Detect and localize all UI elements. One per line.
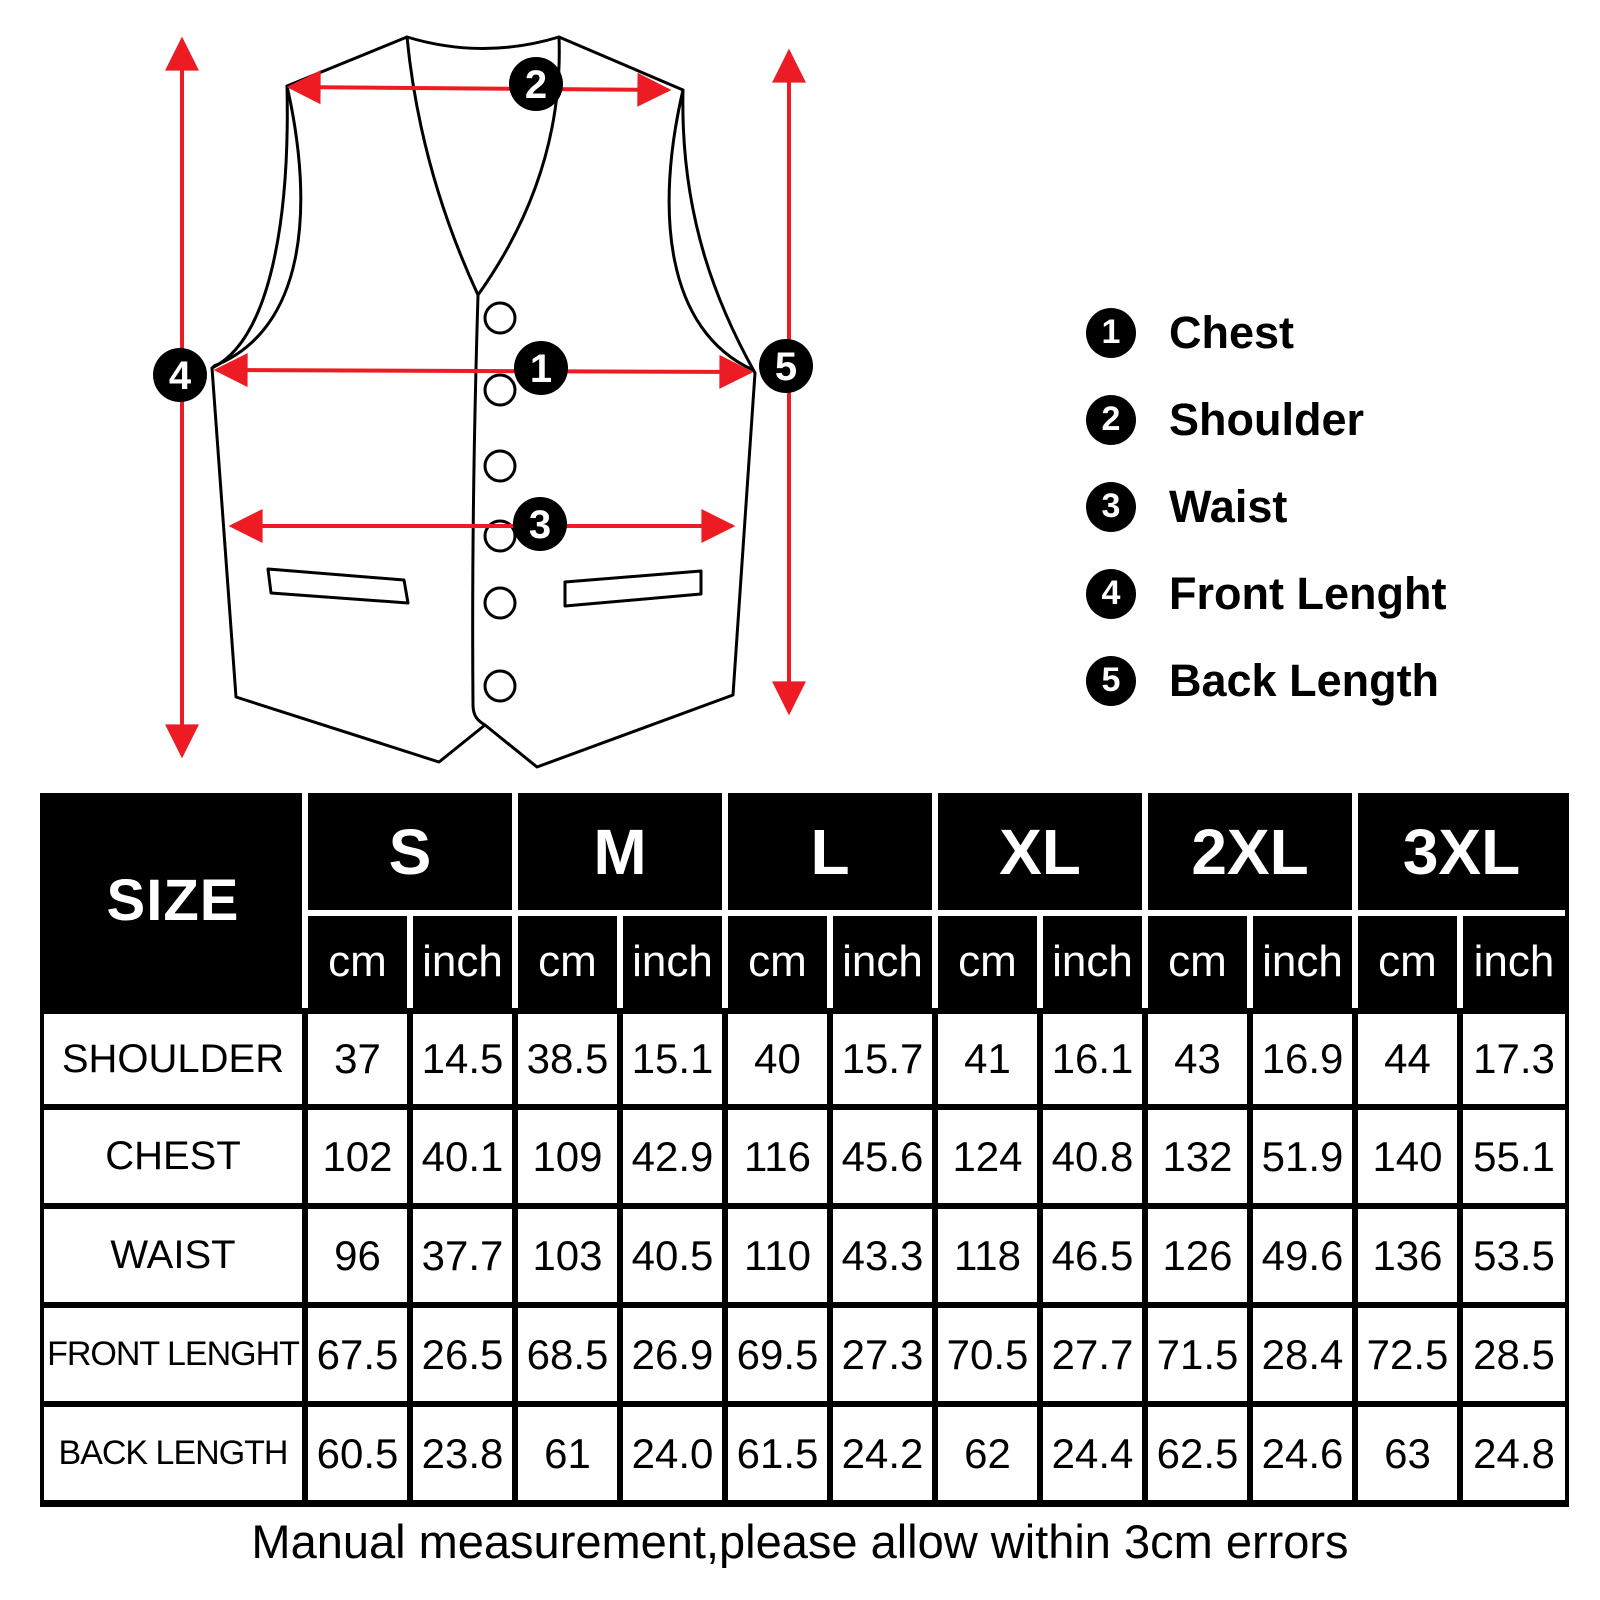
value-cell: 118 — [935, 1206, 1040, 1305]
value-cell: 96 — [305, 1206, 410, 1305]
value-cell: 43 — [1145, 1008, 1250, 1107]
size-col-header-2xl: 2XL — [1145, 793, 1355, 913]
value-cell: 116 — [725, 1107, 830, 1206]
value-cell: 40 — [725, 1008, 830, 1107]
legend-label-back-length: Back Length — [1169, 654, 1440, 706]
value-cell: 14.5 — [410, 1008, 515, 1107]
unit-header-inch: inch — [1250, 913, 1355, 1008]
value-cell: 23.8 — [410, 1404, 515, 1503]
value-cell: 40.5 — [620, 1206, 725, 1305]
value-cell: 62.5 — [1145, 1404, 1250, 1503]
row-header-shoulder: SHOULDER — [44, 1008, 305, 1107]
value-cell: 27.3 — [830, 1305, 935, 1404]
value-cell: 41 — [935, 1008, 1040, 1107]
legend-label-front-length: Front Lenght — [1169, 567, 1447, 619]
value-cell: 24.0 — [620, 1404, 725, 1503]
legend-badge-1: 1 — [1086, 308, 1136, 358]
value-cell: 16.9 — [1250, 1008, 1355, 1107]
value-cell: 40.8 — [1040, 1107, 1145, 1206]
unit-header-inch: inch — [830, 913, 935, 1008]
unit-header-cm: cm — [935, 913, 1040, 1008]
unit-header-inch: inch — [410, 913, 515, 1008]
value-cell: 70.5 — [935, 1305, 1040, 1404]
unit-header-cm: cm — [725, 913, 830, 1008]
value-cell: 17.3 — [1460, 1008, 1565, 1107]
value-cell: 24.4 — [1040, 1404, 1145, 1503]
value-cell: 24.2 — [830, 1404, 935, 1503]
size-col-header-3xl: 3XL — [1355, 793, 1565, 913]
unit-header-inch: inch — [620, 913, 725, 1008]
badge-1: 1 — [529, 347, 553, 391]
legend-label-chest: Chest — [1169, 306, 1295, 358]
row-header-waist: WAIST — [44, 1206, 305, 1305]
unit-header-cm: cm — [1145, 913, 1250, 1008]
value-cell: 63 — [1355, 1404, 1460, 1503]
size-col-header-xl: XL — [935, 793, 1145, 913]
legend-label-waist: Waist — [1169, 480, 1288, 532]
unit-header-cm: cm — [515, 913, 620, 1008]
value-cell: 67.5 — [305, 1305, 410, 1404]
value-cell: 40.1 — [410, 1107, 515, 1206]
size-table — [40, 793, 1569, 1507]
value-cell: 51.9 — [1250, 1107, 1355, 1206]
row-header-front-length: FRONT LENGHT — [44, 1305, 305, 1404]
value-cell: 49.6 — [1250, 1206, 1355, 1305]
measurement-note: Manual measurement,please allow within 3cm errors — [251, 1515, 1349, 1568]
value-cell: 38.5 — [515, 1008, 620, 1107]
value-cell: 124 — [935, 1107, 1040, 1206]
legend-item-back-length — [1086, 637, 1446, 724]
value-cell: 136 — [1355, 1206, 1460, 1305]
row-header-chest: CHEST — [44, 1107, 305, 1206]
badge-2: 2 — [524, 63, 548, 107]
value-cell: 61 — [515, 1404, 620, 1503]
size-col-header-m: M — [515, 793, 725, 913]
value-cell: 103 — [515, 1206, 620, 1305]
value-cell: 16.1 — [1040, 1008, 1145, 1107]
value-cell: 132 — [1145, 1107, 1250, 1206]
value-cell: 110 — [725, 1206, 830, 1305]
row-header-back-length: BACK LENGTH — [44, 1404, 305, 1503]
value-cell: 43.3 — [830, 1206, 935, 1305]
value-cell: 109 — [515, 1107, 620, 1206]
legend-item-chest — [1086, 289, 1446, 376]
value-cell: 42.9 — [620, 1107, 725, 1206]
unit-header-cm: cm — [305, 913, 410, 1008]
value-cell: 62 — [935, 1404, 1040, 1503]
value-cell: 61.5 — [725, 1404, 830, 1503]
legend-badge-4: 4 — [1086, 569, 1136, 619]
value-cell: 71.5 — [1145, 1305, 1250, 1404]
legend-badge-5: 5 — [1086, 656, 1136, 706]
vest-outline — [212, 37, 755, 767]
size-col-header-s: S — [305, 793, 515, 913]
legend-badge-2: 2 — [1086, 395, 1136, 445]
vest-diagram — [140, 10, 840, 790]
value-cell: 140 — [1355, 1107, 1460, 1206]
unit-header-inch: inch — [1040, 913, 1145, 1008]
value-cell: 55.1 — [1460, 1107, 1565, 1206]
chest-arrow — [217, 370, 750, 372]
value-cell: 44 — [1355, 1008, 1460, 1107]
badge-5: 5 — [774, 345, 798, 389]
value-cell: 27.7 — [1040, 1305, 1145, 1404]
size-col-header-l: L — [725, 793, 935, 913]
value-cell: 102 — [305, 1107, 410, 1206]
value-cell: 28.5 — [1460, 1305, 1565, 1404]
value-cell: 37 — [305, 1008, 410, 1107]
badge-3: 3 — [528, 503, 552, 547]
value-cell: 15.7 — [830, 1008, 935, 1107]
legend-item-front-length — [1086, 550, 1446, 637]
legend-item-waist — [1086, 463, 1446, 550]
size-corner-cell: SIZE — [44, 793, 305, 1008]
value-cell: 69.5 — [725, 1305, 830, 1404]
value-cell: 45.6 — [830, 1107, 935, 1206]
value-cell: 46.5 — [1040, 1206, 1145, 1305]
value-cell: 68.5 — [515, 1305, 620, 1404]
value-cell: 24.6 — [1250, 1404, 1355, 1503]
measurement-legend — [1086, 289, 1446, 724]
value-cell: 53.5 — [1460, 1206, 1565, 1305]
value-cell: 28.4 — [1250, 1305, 1355, 1404]
value-cell: 60.5 — [305, 1404, 410, 1503]
legend-label-shoulder: Shoulder — [1169, 393, 1365, 445]
badge-4: 4 — [168, 354, 192, 398]
legend-item-shoulder — [1086, 376, 1446, 463]
value-cell: 15.1 — [620, 1008, 725, 1107]
unit-header-inch: inch — [1460, 913, 1565, 1008]
value-cell: 26.9 — [620, 1305, 725, 1404]
value-cell: 72.5 — [1355, 1305, 1460, 1404]
legend-badge-3: 3 — [1086, 482, 1136, 532]
value-cell: 26.5 — [410, 1305, 515, 1404]
value-cell: 37.7 — [410, 1206, 515, 1305]
value-cell: 24.8 — [1460, 1404, 1565, 1503]
value-cell: 126 — [1145, 1206, 1250, 1305]
unit-header-cm: cm — [1355, 913, 1460, 1008]
